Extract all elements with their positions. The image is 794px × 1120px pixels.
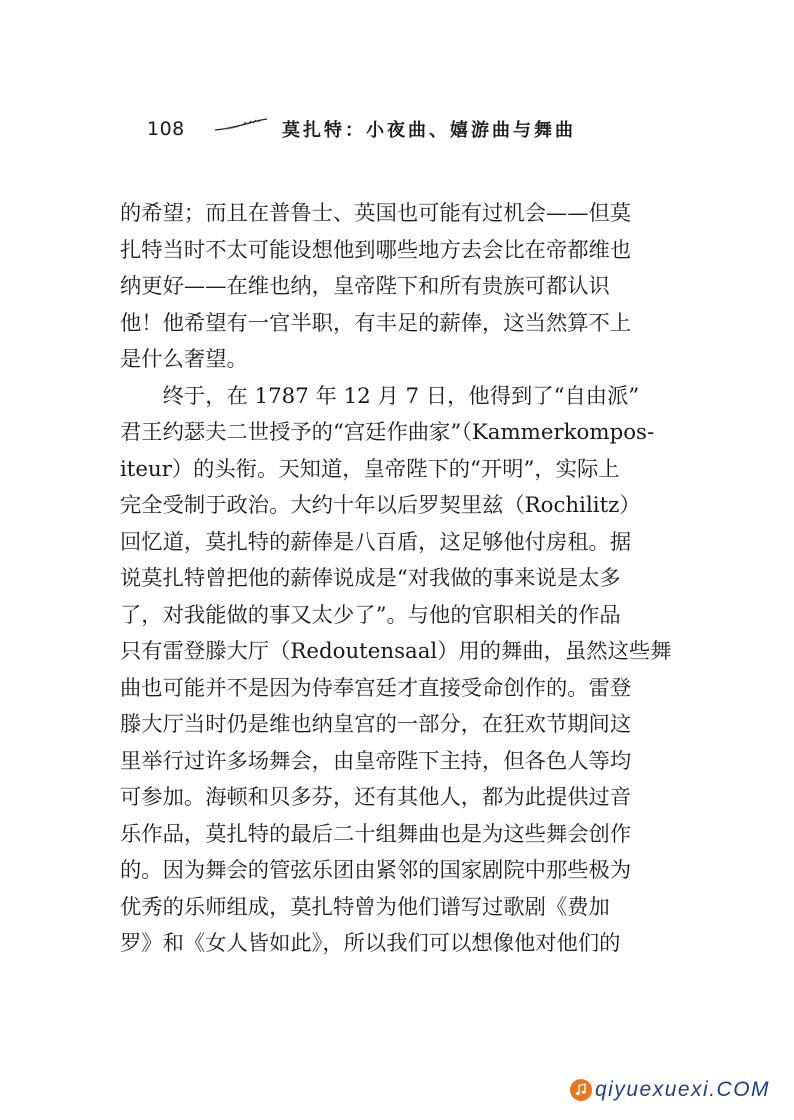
body-line: 里举行过许多场舞会，由皇帝陛下主持，但各色人等均	[120, 748, 632, 774]
watermark-text: qiyuexuexi.COM	[595, 1078, 771, 1101]
body-line: 罗》和《女人皆如此》，所以我们可以想像他对他们的	[120, 931, 621, 956]
page-number: 108	[147, 118, 185, 140]
page-header	[147, 116, 667, 144]
body-line: 可参加。海顿和贝多芬，还有其他人，都为此提供过音	[120, 785, 632, 810]
body-line: iteur）的头衔。天知道，皇帝陛下的“开明”，实际上	[120, 456, 620, 482]
body-line: 扎特当时不太可能设想他到哪些地方去会比在帝都维也	[120, 237, 632, 263]
running-title: 莫扎特：小夜曲、嬉游曲与舞曲	[282, 120, 576, 141]
body-line: 只有雷登滕大厅（Redoutensaal）用的舞曲，虽然这些舞	[120, 639, 672, 664]
body-line: 完全受制于政治。大约十年以后罗契里兹（Rochilitz）	[120, 493, 641, 518]
watermark	[570, 1072, 770, 1108]
body-line: 他！他希望有一官半职，有丰足的薪俸，这当然算不上	[120, 310, 632, 336]
body-line: 君王约瑟夫二世授予的“宫廷作曲家”（Kammerkompos-	[120, 420, 655, 445]
body-line: 优秀的乐师组成，莫扎特曾为他们谱写过歌剧《费加	[120, 894, 610, 920]
music-note-logo-icon	[570, 1079, 592, 1101]
body-line: 了，对我能做的事又太少了”。与他的官职相关的作品	[120, 602, 621, 628]
body-line: 滕大厅当时仍是维也纳皇宫的一部分，在狂欢节期间这	[120, 712, 632, 737]
body-line: 曲也可能并不是因为侍奉宫廷才直接受命创作的。雷登	[120, 675, 632, 701]
body-line: 乐作品，莫扎特的最后二十组舞曲也是为这些舞会创作	[120, 821, 632, 847]
body-line: 的希望；而且在普鲁士、英国也可能有过机会——但莫	[120, 201, 632, 226]
quill-flourish-icon	[213, 118, 269, 132]
body-line: 说莫扎特曾把他的薪俸说成是“对我做的事来说是太多	[120, 566, 621, 591]
body-line: 纳更好——在维也纳，皇帝陛下和所有贵族可都认识	[120, 274, 610, 299]
body-line: 回忆道，莫扎特的薪俸是八百盾，这足够他付房租。据	[120, 529, 632, 555]
body-line: 是什么奢望。	[120, 347, 248, 372]
body-line: 的。因为舞会的管弦乐团由紧邻的国家剧院中那些极为	[120, 858, 632, 883]
body-line: 终于，在 1787 年 12 月 7 日，他得到了“自由派”	[120, 383, 640, 409]
body-text	[120, 196, 680, 963]
